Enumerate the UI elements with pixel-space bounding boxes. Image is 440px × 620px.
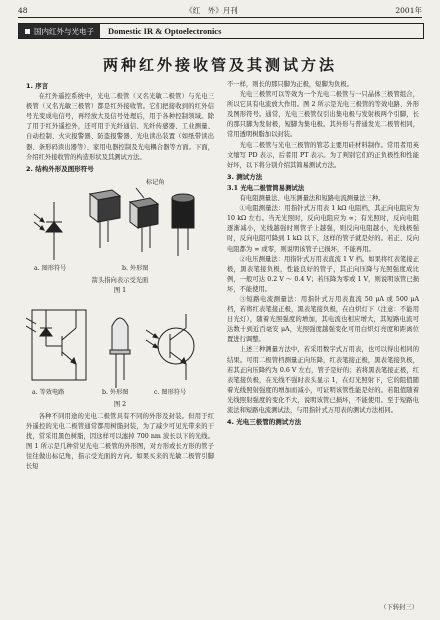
paragraph-phototransistor: 光电三极管可以等效为一个光电二极管与一只晶体三极管组合，所以它具有电流放大作用。图 2 所示是光电三极管的等效电路、外形及图形符号。通常，光电三极管仅引出集电极与发射极两个引脚，长的那只脚为发射极，短脚为集电极。其外形与普通发光二极管相同，常用透明树脂加以封装。: [227, 91, 419, 139]
heading-phototransistor-test: 4. 光电三极管的测试方法: [227, 418, 302, 427]
continued-note: （下转封三）: [380, 604, 418, 611]
section-band: [18, 23, 424, 39]
heading-structure: 2. 结构外形及图形符号: [26, 164, 94, 173]
heading-test-methods: 3. 测试方法: [227, 172, 263, 181]
figure-2b-label: b. 外形图: [102, 388, 129, 396]
left-column: [26, 80, 214, 472]
figure-1-note: 箭头指向表示受光面: [91, 276, 149, 284]
figure-1: [26, 176, 214, 294]
phototransistor-symbol: [146, 314, 194, 380]
paragraph-voltage-method: ②电压测量法：用指针式万用表直流 1 V 档。如果将红表笔接正极，黑表笔接负极，性能良好的管子，其正向压降与光照强度成比例，一般可达 0.2 V ～ 0.4 V；若压降为零或 1 V，则说明该管已损坏，不能使用。: [227, 255, 419, 293]
paragraph-resistance-method: ①电阻测量法：用指针式万用表 1 kΩ 电阻档，其正向电阻应为 10 kΩ 左右。当无光照时，反向电阻应为 ∞；有光照时，反向电阻逐渐减小，光线越强时则管子上越强，则反向电阻越小，光线极强时，反向电阻可降到 1 kΩ 以下，这样的管子就是好的。若正、反向电阻都为 ∞ 或零，则说明该管子已损坏，不能再用。: [227, 205, 419, 253]
section-label-cn: [19, 24, 100, 38]
figure-1-tag-label: 标记角: [146, 178, 165, 186]
header-rule: [18, 17, 422, 18]
figure-2: [26, 296, 214, 410]
phototransistor-outline: [110, 318, 130, 388]
equivalent-circuit: [26, 310, 86, 380]
page-number: 48: [18, 5, 28, 15]
paragraph-packaging: 各种不同用途的光电二极管具有不同的外形及封装。但用于红外遥控的光电二极管通常都用树脂封装，为了减少可见光带来的干扰，常采用黑色树脂，因这样可以滤掉 700 nm 波长以下的光线。图 1 所示是几种常见光电二极管的外形图，对方形或长方形的管子往往做出标记角，指示受光面的方向。如果买来的光敏二极管引脚长短: [26, 412, 214, 471]
figure-1a-label: a. 图形符号: [34, 264, 67, 272]
figure-2c-label: c. 图形符号: [154, 388, 187, 396]
paragraph-materials: 光电二极管与光电三极管的管芯主要用硅材料制作。常用者用英文缩写 PD 表示，后者用 PT 表示。为了判别它们的正负极性和性能好坏，以下将分别介绍其简易测试方法。: [227, 141, 419, 169]
figure-2-drawing: [26, 296, 214, 400]
article-title: 两种红外接收管及其测试方法: [102, 56, 337, 74]
paragraph-introduction: 在红外遥控系统中，光电二极管（又名光敏二极管）与光电三极管（又名光敏三极管）都是红外接收管。它们把接收到的红外信号光变成电信号，再经放大及信号处理后，用于各种控制领域。除了用于红外遥控外，还可用于光纤通信、光纤传感器、工业测量、自动控制、火灾报警器、防盗报警器、光电读出装置（如纸带读出器、条形码读出器等）、家用电器控制及光电耦合器等方面。下面，介绍红外接收管的构造形状及其测试方法。: [26, 93, 214, 161]
issue-date: 2001年: [395, 5, 422, 15]
figure-2-caption: 图 2: [113, 400, 127, 408]
section-label-en: Domestic IR & Optoelectronics: [108, 26, 222, 36]
running-header: [18, 4, 422, 16]
journal-name: 《红 外》月刊: [185, 5, 238, 15]
photodiode-symbol: [34, 202, 62, 260]
paragraph-short-circuit-method: ③短路电流测量法：用指针式万用表直流 50 μA 或 500 μA 档，若将红表笔接正极，黑表笔接负极，在白炽灯下（注意：不能用日光灯），随着光照强度的增加，其电流也相应增大，其短路电流可达数十到近百毫安 μA，光照强度越强变化可用白炽灯亮度和距离位置进行调整。: [227, 295, 419, 344]
paragraph-digital-meter: 上述三种测量方法中，若采用数字式万用表，也可以得出相同的结果。可用二极管档测量正向压降，红表笔接正极，黑表笔接负极，若其正向压降约为 0.6 V 左右，管子是好的；若将黑表笔接正极，红表笔接负极，在光线不强时表头显示 1，在灯光照射下，它的阻值随着光线照射强度的增加而减小，可证明该管性能是好的。若阻值随着光线照射强度的变化不大，说明该管已损坏，不能使用。至于短路电流法和短路电流测试法，与用指针式万用表的测试方法相同。: [227, 346, 419, 414]
heading-photodiode-test: 3.1 光电二极管简易测试法: [227, 183, 305, 192]
heading-introduction: 1. 序言: [26, 82, 49, 90]
photodiode-outline-drawings: [90, 188, 194, 256]
figure-1b-label: b. 外形图: [122, 264, 149, 272]
right-column: [227, 80, 419, 428]
figure-2a-label: a. 等效电路: [32, 388, 65, 396]
square-bullet-icon: [25, 29, 30, 34]
paragraph-three-methods: 有电阻测量法、电压测量法和短路电流测量法三种。: [239, 195, 385, 203]
paragraph-lead-polarity: 不一样，则长的那只脚为正极，短脚为负极。: [227, 81, 353, 88]
figure-1-caption: 图 1: [113, 286, 127, 294]
section-label-cn-text: 国内红外与光电子: [34, 26, 94, 36]
